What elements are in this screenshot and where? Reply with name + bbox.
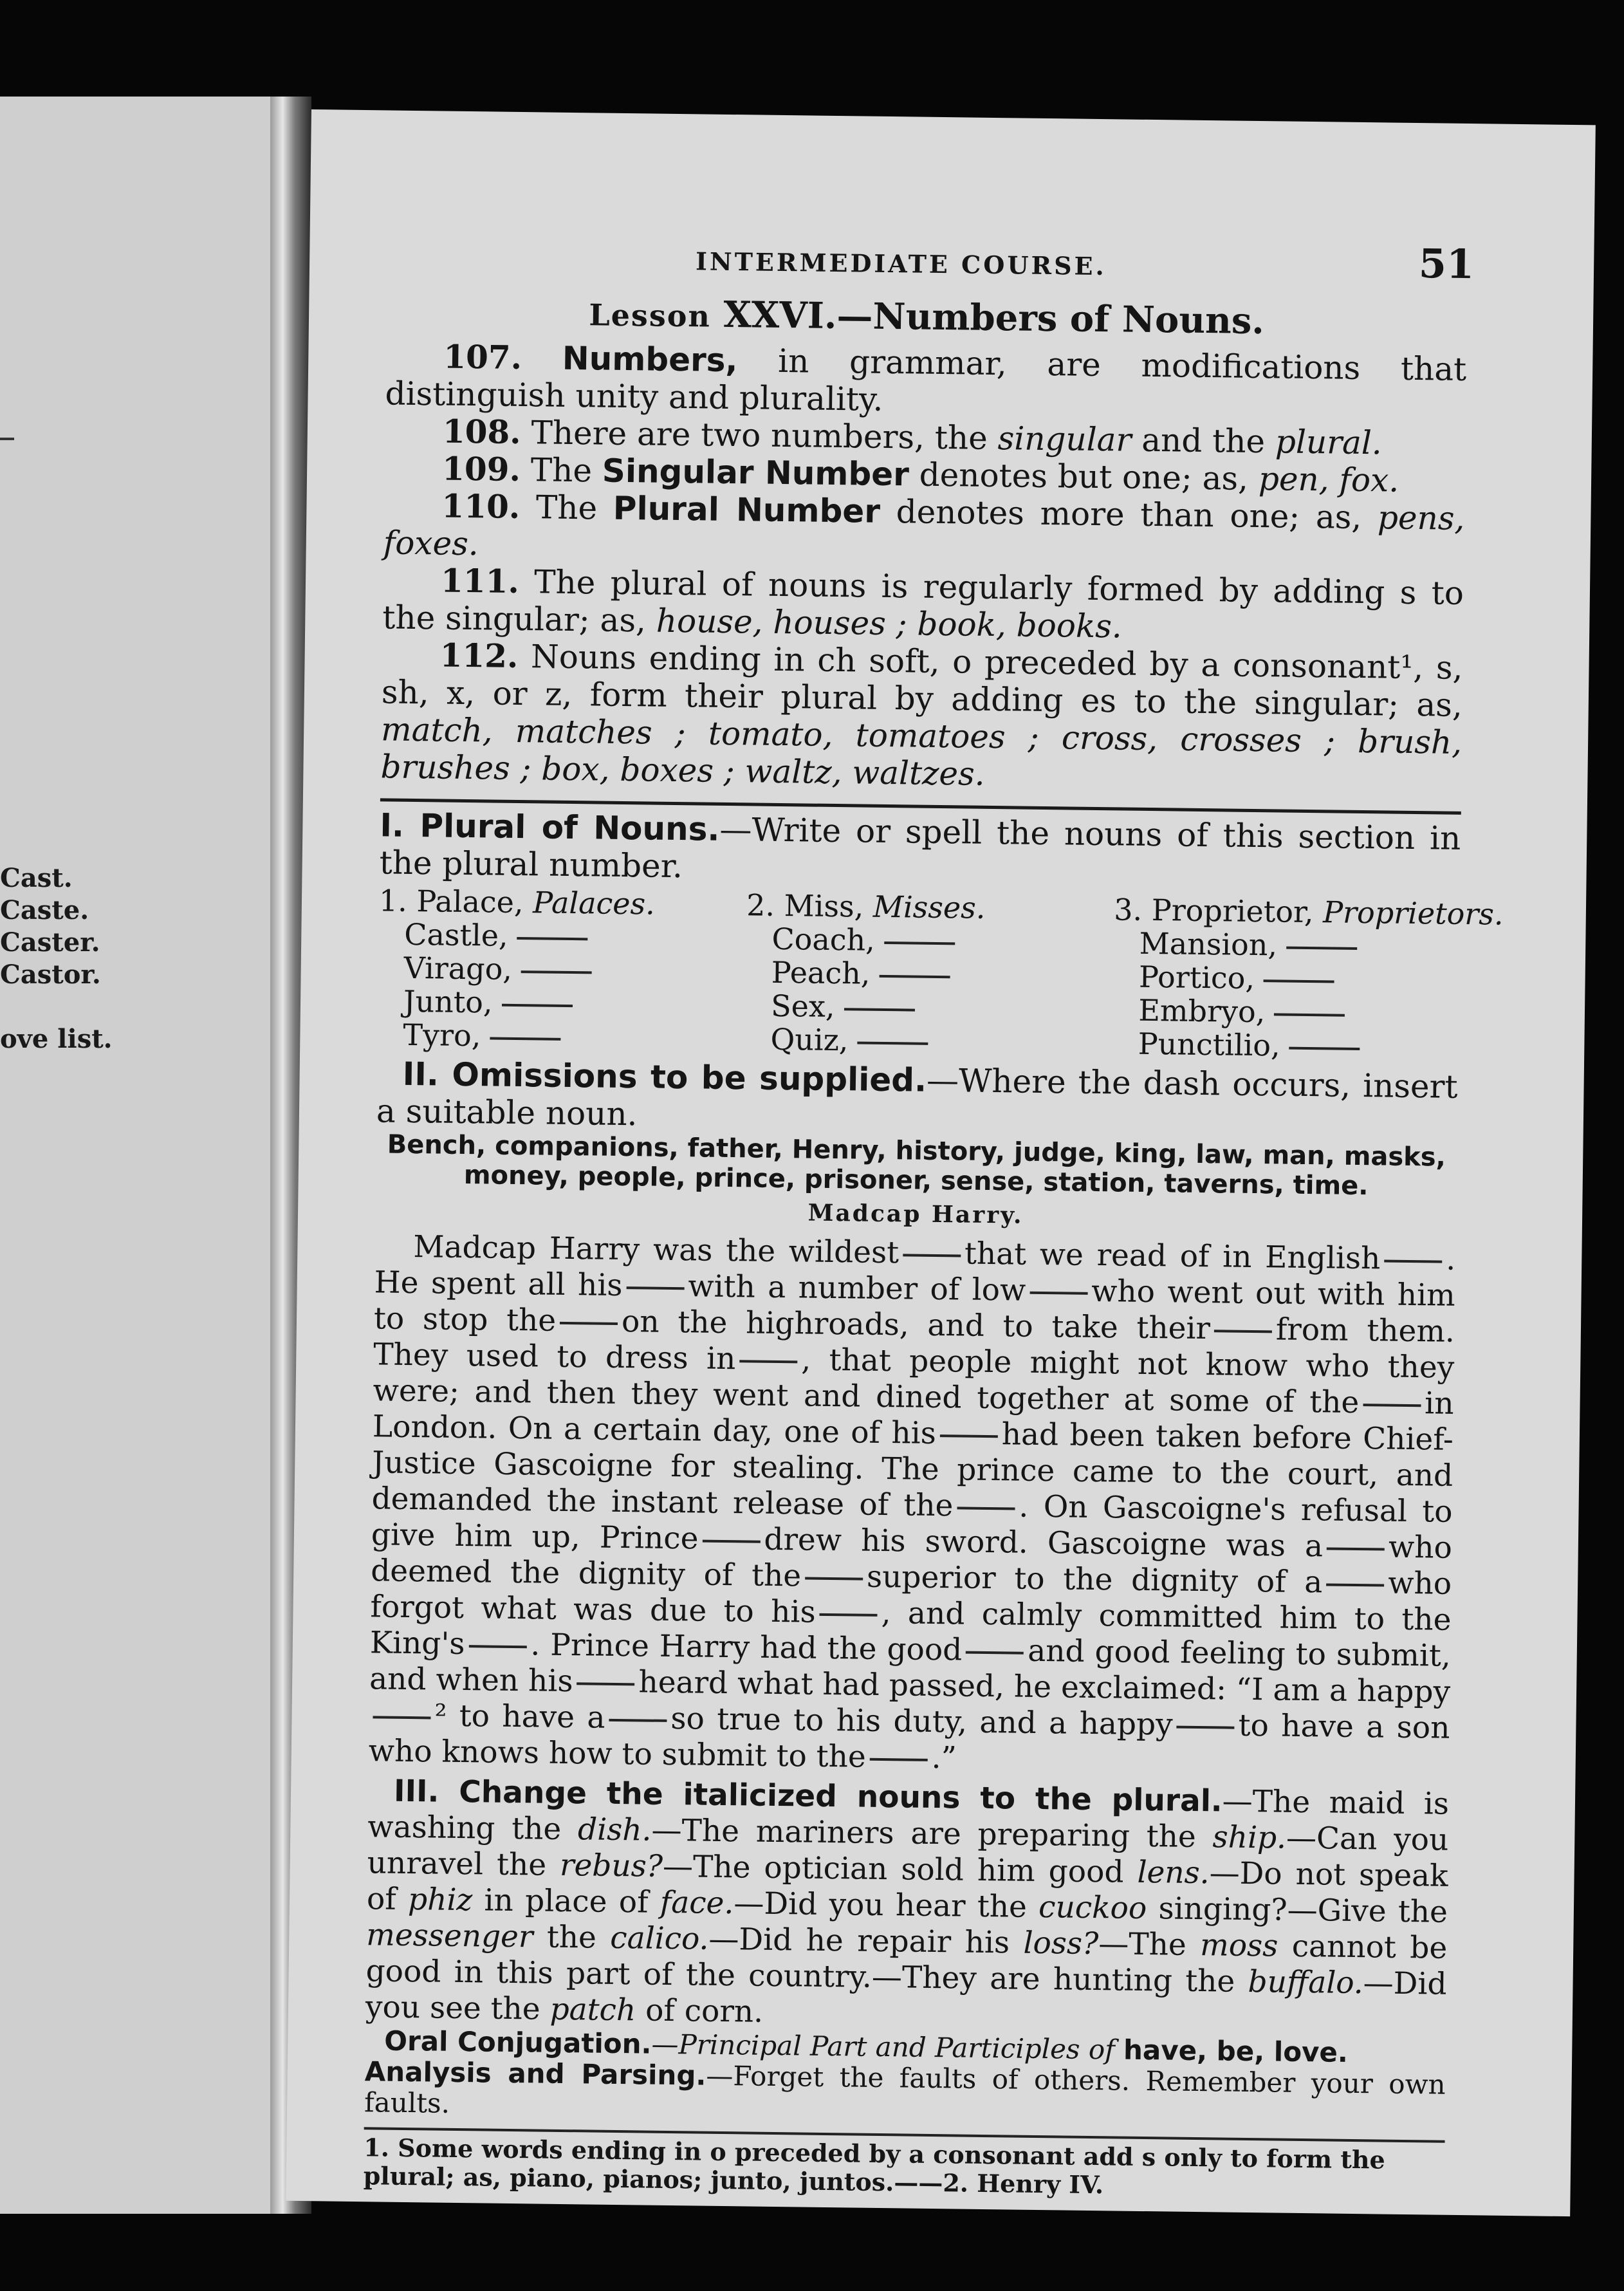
footnote-1: 1. Some words ending in o preceded by a consonant add s only to form the plural; as, piano, pianos; junto, juntos. — [363, 2133, 1386, 2197]
rule-number: 107. — [443, 337, 522, 377]
story-blank — [820, 1613, 878, 1617]
plural-column-3 — [1112, 892, 1504, 1064]
left-page-dash — [0, 438, 14, 440]
plural-row — [378, 951, 724, 988]
story-blank — [560, 1322, 618, 1325]
story-blank — [1029, 1292, 1087, 1295]
word-list-line: money, people, prince, prisoner, sense, station, taverns, time. — [463, 1160, 1369, 1201]
story-blank — [739, 1360, 797, 1363]
story-blank — [870, 1758, 928, 1761]
noun: Coach, — [771, 921, 876, 958]
plural-row — [746, 922, 1092, 960]
story-blank — [1327, 1547, 1385, 1550]
story-blank — [957, 1507, 1015, 1510]
story-text: , and calmly committed him to the King's — [369, 1595, 1452, 1662]
answer-blank — [490, 1037, 560, 1040]
story-text: drew his sword. Gascoigne was a — [764, 1521, 1324, 1564]
answer-blank — [501, 1004, 572, 1007]
story-blank — [373, 1716, 430, 1719]
running-head-text: INTERMEDIATE COURSE. — [695, 246, 1107, 281]
plural-row — [746, 888, 1093, 926]
ex3-noun: phiz — [407, 1882, 473, 1918]
left-fragment: ove list. — [0, 1024, 113, 1054]
plural-row — [746, 955, 1092, 993]
rule-107 — [385, 337, 1466, 425]
plural-row — [1113, 960, 1459, 997]
story-title: Madcap Harry. — [807, 1199, 1024, 1229]
ex3-text: singing?—Give the — [1146, 1891, 1448, 1930]
noun: Peach, — [771, 954, 871, 991]
plural-row — [1113, 926, 1459, 964]
noun: Portico, — [1138, 959, 1255, 996]
exercise-instruction: —Where the dash occurs, insert a suitable noun. — [376, 1061, 1458, 1133]
ex3-noun: face. — [660, 1884, 734, 1922]
rule-text: denotes more than one; as, — [880, 492, 1378, 537]
ex3-text: —The mariners are preparing the — [651, 1812, 1213, 1855]
ex3-text: the — [533, 1919, 611, 1956]
ex3-text: cannot be good in this part of the country.—They are hunting the — [365, 1928, 1448, 1999]
rule-italic: singular — [997, 420, 1132, 459]
answer-blank — [1286, 947, 1357, 950]
noun: Junto, — [403, 983, 493, 1020]
rule-text: Nouns ending in ch soft, o preceded by a consonant¹, s, sh, x, or z, form their plural by adding es to the singular; as, — [381, 637, 1463, 724]
noun: Quiz, — [770, 1021, 849, 1058]
plural-row — [1112, 993, 1459, 1031]
ex3-noun: loss? — [1023, 1925, 1099, 1962]
story-text: had been taken before Chief-Justice Gascoigne for stealing. The prince came to the court, and demanded the instant release of the — [371, 1416, 1454, 1524]
answer-blank — [879, 975, 950, 978]
rule-text: The plural of nouns is regularly formed by adding s to the singular; as, — [382, 563, 1464, 640]
rule-examples: pen, fox. — [1258, 460, 1399, 499]
footnote-2: 2. Henry IV. — [943, 2168, 1104, 2200]
rule-110 — [383, 487, 1464, 575]
page-content — [363, 239, 1504, 2203]
exercise-instruction: —Write or spell the nouns of this section in the plural number. — [379, 810, 1461, 886]
plural-row — [745, 988, 1091, 1026]
rule-number: 110. — [441, 487, 521, 526]
ex3-text: —Did he repair his — [708, 1921, 1024, 1961]
story-blank — [1326, 1583, 1384, 1586]
story-blank — [1214, 1330, 1272, 1333]
book-page — [286, 109, 1596, 2216]
plural-row — [1113, 892, 1504, 932]
story-text: and good feeling to submit, and when his — [369, 1633, 1452, 1700]
story-text: who went out with him to stop the — [373, 1273, 1455, 1339]
answer-blank — [517, 937, 588, 940]
story-blank — [702, 1540, 760, 1543]
exercise-heading: III. Change the italicized nouns to the plural. — [393, 1773, 1223, 1819]
exercise-heading: II. Omissions to be supplied. — [402, 1055, 927, 1099]
lesson-prefix: Lesson — [589, 297, 712, 334]
story-text: with a number of low — [688, 1268, 1026, 1308]
rule-examples: match, matches ; tomato, tomatoes ; cross, crosses ; brush, brushes ; box, boxes ; waltz, waltzes. — [380, 710, 1463, 793]
answer-blank — [884, 941, 955, 945]
exercise-heading: I. Plural of Nouns. — [380, 806, 720, 848]
left-page — [0, 97, 270, 2214]
story-text: on the highroads, and to take their — [621, 1304, 1211, 1347]
story-text: from them. They used to dress in — [373, 1312, 1455, 1377]
story-text: , that people might not know who they were; and then they went and dined together at some of the — [373, 1342, 1455, 1421]
noun: Punctilio, — [1138, 1026, 1280, 1063]
oral-text: —Principal Part and Participles of — [651, 2028, 1124, 2066]
footnotes: 1. Some words ending in o preceded by a consonant add s only to form the plural; as, piano, pianos; junto, juntos.——2. Henry IV. — [364, 2127, 1445, 2203]
rule-term: Singular Number — [602, 452, 910, 494]
noun: Sex, — [770, 988, 835, 1025]
story-blank — [1177, 1726, 1235, 1729]
story-blank — [577, 1682, 634, 1685]
plural-column-1 — [377, 884, 725, 1055]
story-blank — [468, 1645, 526, 1648]
left-fragment: Cast. — [0, 863, 73, 893]
story-blank — [1363, 1404, 1421, 1407]
noun: Embryo, — [1138, 992, 1266, 1030]
rule-term: Numbers, — [562, 339, 738, 380]
lesson-heading: XXVI.—Numbers of Nouns. — [723, 293, 1265, 343]
story-text: .” — [931, 1739, 957, 1776]
story-text: so true to his duty, and a happy — [670, 1701, 1173, 1743]
story-text: . On Gascoigne's refusal to give him up, Prince — [371, 1489, 1453, 1557]
rule-number: 112. — [439, 636, 519, 675]
rule-text: The — [519, 488, 614, 527]
analysis-text: —Forget the faults of others. Remember your own faults. — [364, 2059, 1446, 2119]
ex3-noun: messenger — [366, 1917, 533, 1955]
exercise-3-paragraph — [365, 1773, 1450, 2038]
ex3-text: in place of — [472, 1882, 661, 1920]
answer-blank — [844, 1008, 914, 1011]
story-blank — [903, 1254, 961, 1257]
left-fragment: Castor. — [0, 960, 101, 990]
answer-blank — [1264, 979, 1334, 983]
rule-text: denotes but one; as, — [909, 456, 1259, 498]
ex3-noun: ship. — [1212, 1819, 1287, 1856]
lesson-title — [386, 292, 1468, 344]
ex3-noun: cuckoo — [1038, 1889, 1147, 1927]
answer-blank — [1289, 1047, 1360, 1050]
story-text: superior to the dignity of a — [866, 1559, 1323, 1600]
noun: Virago, — [403, 950, 513, 987]
ex3-text: —The optician sold him good — [662, 1848, 1138, 1890]
rule-text: and the — [1131, 421, 1276, 461]
rule-term: Plural Number — [613, 489, 881, 530]
story-text: heard what had passed, he exclaimed: “I am a happy — [638, 1664, 1451, 1710]
ex3-text: —The — [1098, 1926, 1201, 1963]
oral-label: Oral Conjugation. — [384, 2025, 652, 2060]
plural-row — [378, 917, 724, 955]
rule-text: There are two numbers, the — [521, 414, 999, 458]
noun-plural: Misses. — [872, 889, 986, 925]
story-blank — [626, 1286, 684, 1290]
noun: Tyro, — [403, 1017, 481, 1053]
analysis-parsing — [364, 2056, 1446, 2131]
story-blank — [966, 1651, 1024, 1655]
plural-row — [378, 984, 724, 1022]
story-text: who deemed the dignity of the — [370, 1529, 1453, 1594]
story-text: ² to have a — [434, 1698, 605, 1736]
oral-verbs: have, be, love. — [1123, 2034, 1349, 2068]
plural-exercise-grid — [377, 883, 1504, 1064]
rule-italic: plural. — [1275, 423, 1383, 462]
plural-column-2 — [744, 888, 1093, 1060]
ex3-noun: calico. — [610, 1920, 709, 1957]
noun: 1. Palace, — [378, 883, 524, 920]
plural-row — [1112, 1026, 1458, 1064]
rule-number: 108. — [442, 412, 522, 452]
ex3-text: —Do not speak of — [366, 1855, 1448, 1918]
story-text: Madcap Harry was the wildest — [413, 1229, 900, 1271]
answer-blank — [1274, 1013, 1345, 1016]
answer-blank — [857, 1041, 928, 1044]
ex3-text: —Did you see the — [365, 1965, 1447, 2027]
plural-row — [379, 884, 725, 922]
ex3-noun: lens. — [1137, 1854, 1210, 1891]
ex3-text: —Did you hear the — [734, 1886, 1039, 1925]
running-head — [387, 239, 1475, 297]
story-text: that we read of in English — [964, 1236, 1381, 1277]
word-list-line: Bench, companions, father, Henry, history, judge, king, law, man, masks, — [387, 1129, 1446, 1173]
rule-111 — [382, 561, 1464, 649]
ex3-text: —Can you unravel the — [367, 1820, 1449, 1883]
exercise-2-instruction — [376, 1055, 1458, 1143]
rule-examples: pens, foxes. — [383, 499, 1465, 563]
ex3-noun: rebus? — [559, 1847, 663, 1884]
noun-plural: Proprietors. — [1322, 895, 1504, 932]
story-blank — [609, 1719, 667, 1722]
story-text: who forgot what was due to his — [370, 1565, 1452, 1630]
ex3-text: —The maid is washing the — [367, 1783, 1450, 1848]
story-text: . Prince Harry had the good — [530, 1627, 963, 1668]
rule-number: 109. — [441, 449, 521, 489]
ex3-noun: patch — [549, 1991, 636, 2028]
rule-text: The — [520, 451, 603, 490]
story-text: . He spent all his — [374, 1241, 1456, 1304]
story-text: to have a son who knows how to submit to the — [368, 1707, 1450, 1775]
noun-plural: Palaces. — [532, 885, 656, 922]
story-text: in London. On a certain day, one of his — [372, 1386, 1454, 1452]
ex3-noun: dish. — [577, 1812, 652, 1848]
ex3-text: of corn. — [635, 1992, 764, 2030]
rule-112 — [380, 636, 1463, 799]
story-blank — [1384, 1260, 1442, 1263]
ex3-noun: buffalo. — [1248, 1964, 1364, 2001]
plural-row — [744, 1022, 1091, 1060]
plural-row — [377, 1017, 723, 1055]
rule-text: in grammar, are modifications that distinguish unity and plurality. — [385, 342, 1467, 418]
left-fragment: Caster. — [0, 927, 100, 958]
story-blank — [940, 1434, 998, 1438]
ex3-noun: moss — [1199, 1927, 1278, 1964]
story-paragraph — [368, 1229, 1455, 1782]
noun: 2. Miss, — [746, 887, 864, 924]
analysis-label: Analysis and Parsing. — [364, 2055, 706, 2092]
noun: Mansion, — [1139, 925, 1278, 963]
page-number: 51 — [1418, 240, 1475, 288]
answer-blank — [521, 970, 592, 974]
story-blank — [805, 1577, 863, 1581]
rule-number: 111. — [440, 561, 520, 600]
left-fragment: Caste. — [0, 895, 89, 925]
exercise-1-instruction — [379, 806, 1461, 895]
noun: Castle, — [404, 916, 508, 953]
noun: 3. Proprietor, — [1113, 892, 1314, 930]
rule-examples: house, houses ; book, books. — [656, 602, 1123, 645]
